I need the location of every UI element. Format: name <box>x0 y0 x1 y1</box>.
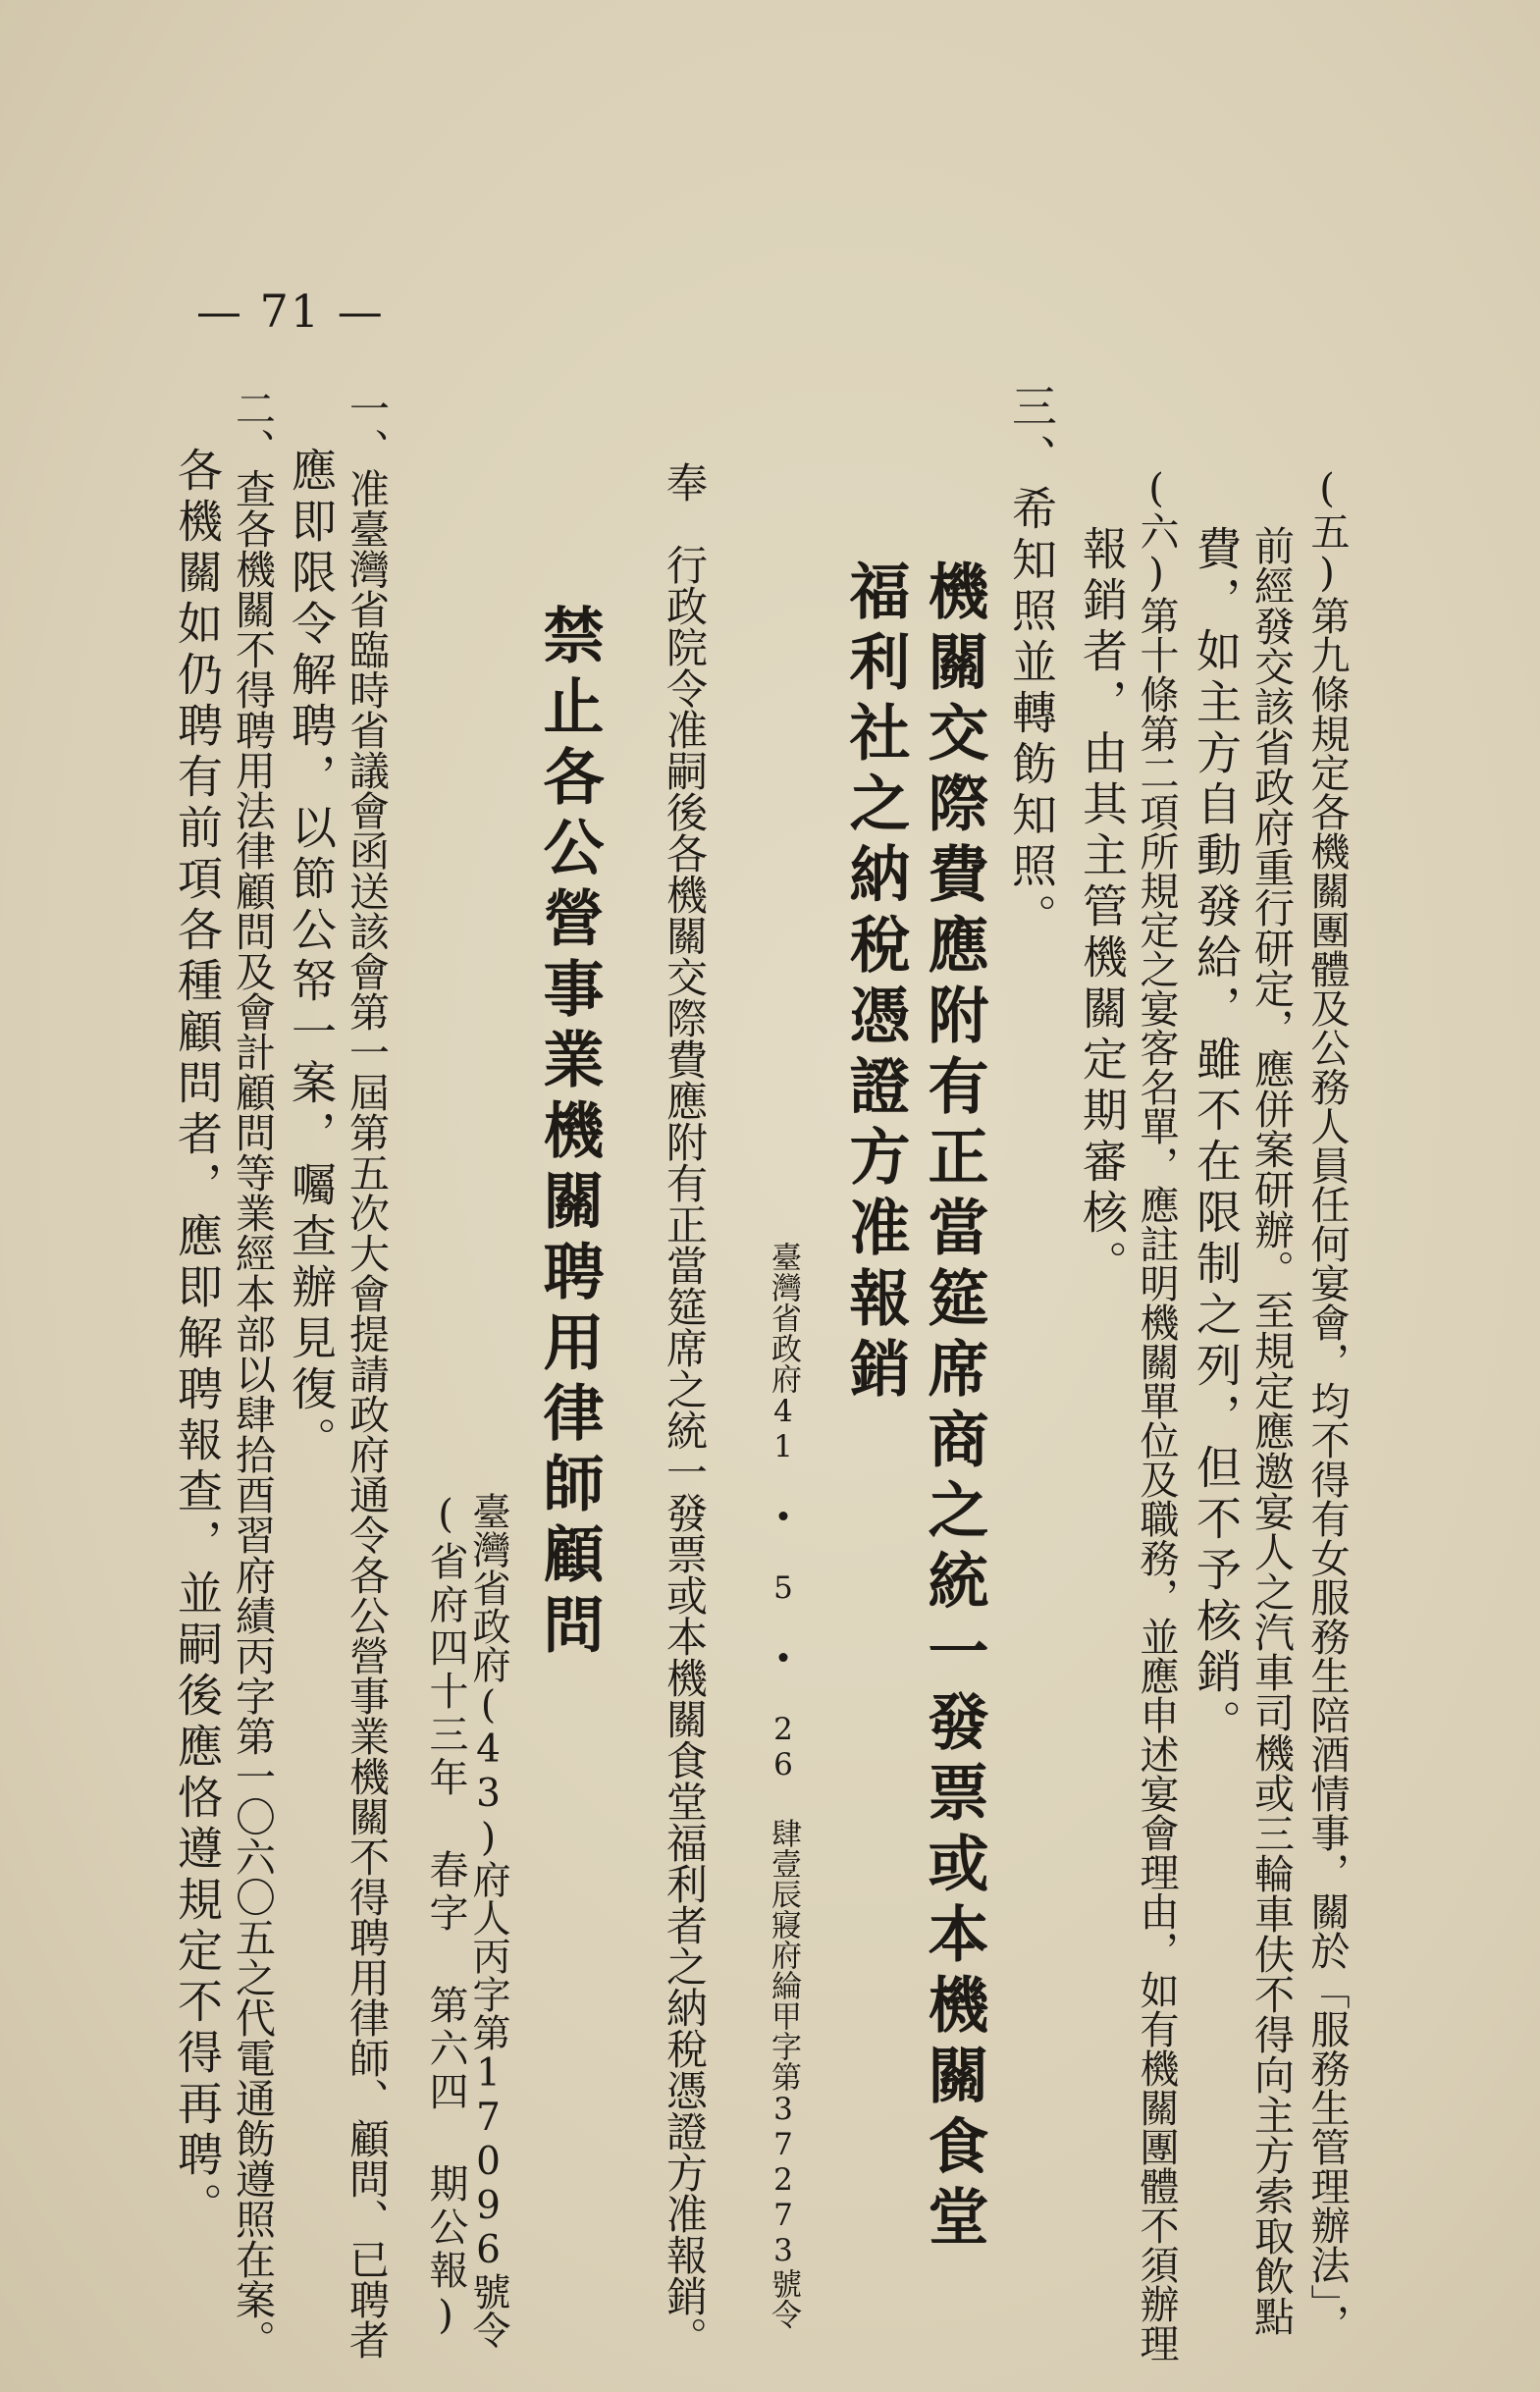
section-c-source-line-1: 臺灣省政府(43)府人丙字第17096號令 <box>466 1492 510 2349</box>
item-5-line-1: (五)第九條規定各機關團體及公務人員任何宴會，均不得有女服務生陪酒情事，關於「服務生管理辦法」， <box>1304 466 1350 2343</box>
section-b-title-line-1: 機關交際費應附有正當筵席商之統一發票或本機關食堂 <box>918 559 989 2256</box>
section-c-item-2-line-2: 各機關如仍聘有前項各種顧問者，應即解聘報查，並嗣後應恪遵規定不得再聘。 <box>171 447 224 2233</box>
page-number: — 71 — <box>196 285 385 338</box>
item-5-line-2: 前經發交該省政府重行研定，應併案研辦。至規定應邀宴人之汽車司機或三輪車伕不得向主方索取飲點 <box>1248 525 1295 2336</box>
section-c-item-1-line-2: 應即限令解聘，以節公帑一案，囑查辦見復。 <box>285 447 338 1467</box>
section-b-body: 奉 行政院令准嗣後各機關交際費應附有正當筵席之統一發票或本機關食堂福利者之納稅憑證方准報銷。 <box>661 461 709 2358</box>
section-c-title: 禁止各公營事業機關聘用律師顧問 <box>533 604 605 1664</box>
section-b-source: 臺灣省政府41 • 5 • 26 肆壹辰寢府綸甲字第37273號令 <box>766 1242 801 2329</box>
section-c-item-2-line-1: 二、查各機關不得聘用法律顧問及會計顧問等業經本部以肆拾酉習府績丙字第一〇六〇五之代電通飭遵照在案。 <box>229 388 276 2360</box>
item-6-line-1: (六)第十條第二項所規定之宴客名單，應註明機關單位及職務，並應申述宴會理由，如有機關團體不須辦理 <box>1134 466 1179 2363</box>
section-c-source-line-2: (省府四十三年 春字 第六四 期公報) <box>423 1492 468 2342</box>
item-3: 三、希知照並轉飭知照。 <box>1005 383 1058 944</box>
section-c-item-1-line-1: 一、准臺灣省臨時省議會函送該會第一屆第五次大會提請政府通令各公營事業機關不得聘用律師、顧問、已聘者 <box>343 388 390 2360</box>
item-6-line-2: 報銷者，由其主管機關定期審核。 <box>1076 525 1129 1291</box>
item-5-line-3: 費，如主方自動發給，雖不在限制之列，但不予核銷。 <box>1190 525 1243 1750</box>
section-b-title-line-2: 福利社之納稅憑證方准報銷 <box>839 559 911 1408</box>
